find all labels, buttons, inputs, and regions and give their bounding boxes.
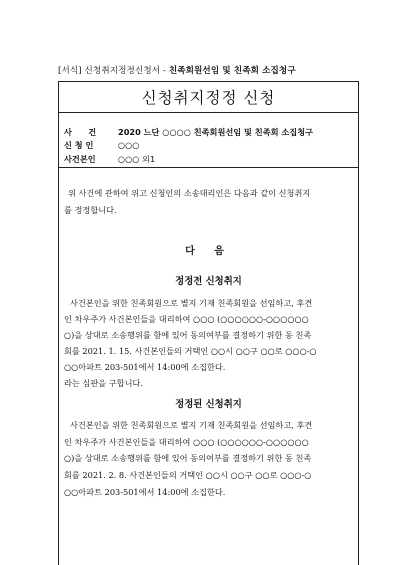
after-line-5: ○○아파트 203-501에서 14:00에 소집한다. [64,487,226,497]
before-line-1: 사건본인을 위한 친족회원으로 별지 기재 친족회원을 선임하고, 후견 [70,298,313,308]
document-title: 신청취지정정 신청 [141,89,276,107]
after-line-4: 회를 2021. 2. 8. 사건본인들의 거택인 ○○시 ○○구 ○○로 ○○○-○ [64,470,312,480]
after-heading: 정정된 신청취지 [175,399,242,410]
form-label [58,64,296,76]
case-value: 2020 느단 ○○○○ 친족회원선임 및 친족회 소집청구 [118,127,314,137]
before-line-6: 라는 심판을 구합니다. [64,378,143,388]
applicant-label: 신 청 인 [64,140,94,150]
form-label-prefix: [서식] 신청취지정정신청서 - [58,66,169,76]
subject-label: 사건본인 [64,154,96,164]
before-line-5: ○○아파트 203-501에서 14:00에 소집한다. [64,362,226,372]
after-line-2: 인 차우주가 사건본인들을 대리하여 ○○○ (○○○○○○-○○○○○○ [64,437,309,447]
info-divider [58,167,359,168]
intro-line-1: 위 사건에 관하여 위고 신청인의 소송대리인은 다음과 같이 신청취지 [68,188,311,198]
intro-line-2: 를 정정합니다. [64,205,117,215]
before-line-4: 회를 2021. 1. 15. 사건본인들의 거택인 ○○시 ○○구 ○○로 ○○○-○ [64,346,317,356]
title-divider [58,112,359,113]
dada-heading: 다 음 [185,246,232,257]
subject-value: ○○○ 외1 [118,154,156,164]
after-line-1: 사건본인을 위한 친족회원으로 별지 기재 친족회원을 선임하고, 후견 [70,420,313,430]
before-heading: 정정전 신청취지 [175,276,242,287]
case-label: 사 건 [64,127,97,137]
before-line-2: 인 차우주가 사건본인들을 대리하여 ○○○ (○○○○○○-○○○○○○ [64,314,309,324]
form-label-bold: 친족회원선임 및 친족회 소집청구 [168,66,296,76]
applicant-value: ○○○ [118,140,140,150]
before-line-3: ○)을 상대로 소송행위를 함에 있어 동의여부를 결정하기 위한 동 친족 [64,330,312,340]
after-line-3: ○)을 상대로 소송행위를 함에 있어 동의여부를 결정하기 위한 동 친족 [64,453,312,463]
